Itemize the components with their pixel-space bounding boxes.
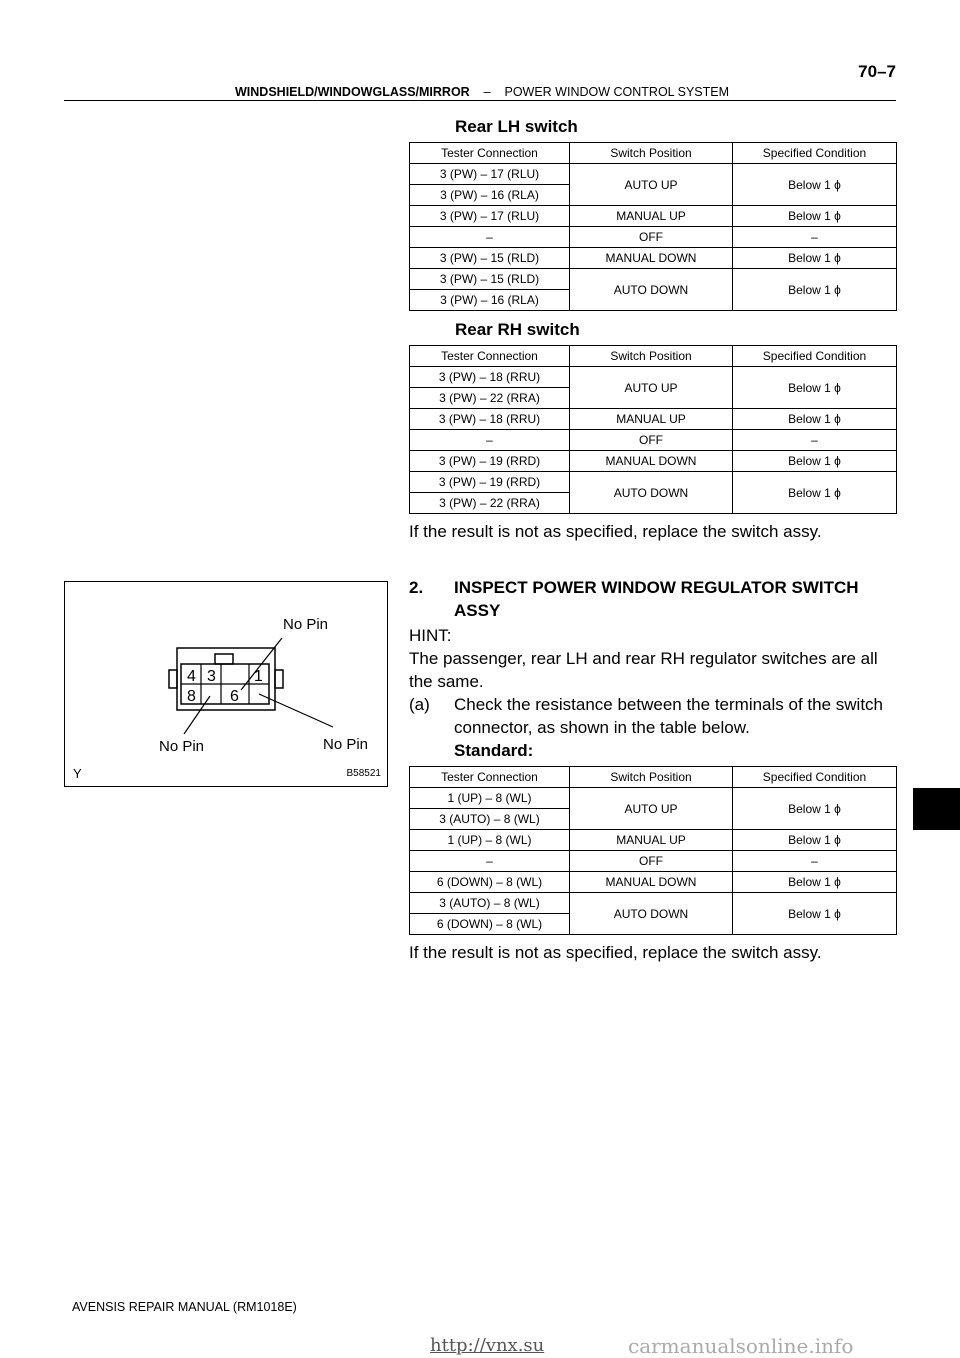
result-note-1: If the result is not as specified, replace the switch assy. [409,522,822,541]
table-cell: OFF [570,851,733,872]
table-cell: Below 1 ϕ [733,409,897,430]
rear-lh-table [409,142,897,311]
table-cell: AUTO DOWN [570,893,733,935]
table-cell: – [733,851,897,872]
table-row [410,451,897,472]
table-cell: 3 (PW) – 22 (RRA) [410,388,570,409]
table-cell: 3 (PW) – 17 (RLU) [410,164,570,185]
table-cell: 6 (DOWN) – 8 (WL) [410,872,570,893]
table-header-row [410,767,897,788]
table-row [410,248,897,269]
pin-4-label: 4 [187,668,196,685]
header-section: WINDSHIELD/WINDOWGLASS/MIRROR [235,85,470,99]
header-cell: Specified Condition [733,767,897,788]
table-row [410,788,897,809]
table-cell: – [410,227,570,248]
table-cell: 3 (PW) – 19 (RRD) [410,472,570,493]
table-row [410,269,897,290]
connector-tab-left [169,670,177,688]
table-cell: 1 (UP) – 8 (WL) [410,788,570,809]
hint-line2: the same. [409,672,484,691]
table-cell: – [733,430,897,451]
table-header-row [410,143,897,164]
table-cell: 3 (PW) – 18 (RRU) [410,409,570,430]
table-cell: 3 (PW) – 19 (RRD) [410,451,570,472]
rear-rh-title: Rear RH switch [455,320,580,339]
table-row [410,367,897,388]
pin-3-label: 3 [207,668,216,685]
no-pin-label-right: No Pin [323,736,369,753]
rear-rh-table [409,345,897,514]
header-cell: Switch Position [570,346,733,367]
table-cell: Below 1 ϕ [733,269,897,311]
table-row [410,164,897,185]
table-row [410,872,897,893]
regulator-switch-table [409,766,897,935]
pin-1-label: 1 [254,668,263,685]
figure-code: B58521 [346,768,381,779]
table-row [410,851,897,872]
table-cell: MANUAL DOWN [570,451,733,472]
step-2-number: 2. [409,578,424,597]
header-rule [64,100,896,101]
table-cell: Below 1 ϕ [733,830,897,851]
table-cell: – [733,227,897,248]
table-cell: MANUAL DOWN [570,248,733,269]
section-tab-mark [913,788,960,830]
table-cell: MANUAL UP [570,830,733,851]
table-row [410,893,897,914]
table-cell: – [410,851,570,872]
table-row [410,830,897,851]
table-cell: Below 1 ϕ [733,451,897,472]
no-pin-label-left: No Pin [159,738,205,755]
pin-6-label: 6 [230,688,239,705]
connector-latch [215,654,233,664]
connector-diagram [65,582,386,785]
header-cell: Switch Position [570,767,733,788]
pin-8-label: 8 [187,688,196,705]
table-cell: Below 1 ϕ [733,893,897,935]
table-cell: Below 1 ϕ [733,164,897,206]
header-separator: – [483,85,491,99]
watermark: carmanualsonline.info [628,1334,854,1358]
table-cell: 3 (PW) – 22 (RRA) [410,493,570,514]
table-header-row [410,346,897,367]
step-a-line2: connector, as shown in the table below. [454,718,750,737]
table-cell: 3 (AUTO) – 8 (WL) [410,893,570,914]
connector-tab-right [275,670,283,688]
table-cell: 3 (PW) – 16 (RLA) [410,290,570,311]
header-cell: Specified Condition [733,143,897,164]
header-cell: Switch Position [570,143,733,164]
table-cell: 3 (AUTO) – 8 (WL) [410,809,570,830]
table-row [410,227,897,248]
figure-corner-letter: Y [73,766,82,781]
header-cell: Specified Condition [733,346,897,367]
hint-label: HINT: [409,626,452,645]
table-cell: OFF [570,227,733,248]
table-row [410,409,897,430]
table-cell: Below 1 ϕ [733,472,897,514]
table-row [410,206,897,227]
step-2-title-line2: ASSY [454,601,501,620]
table-cell: Below 1 ϕ [733,872,897,893]
table-cell: Below 1 ϕ [733,248,897,269]
table-cell: 3 (PW) – 17 (RLU) [410,206,570,227]
footer: AVENSIS REPAIR MANUAL (RM1018E) [72,1300,297,1314]
site-link[interactable]: http://vnx.su [430,1335,545,1356]
header-title [235,85,729,99]
header-cell: Tester Connection [410,767,570,788]
table-cell: AUTO UP [570,788,733,830]
header-subsection: POWER WINDOW CONTROL SYSTEM [504,85,730,99]
rear-lh-title: Rear LH switch [455,117,578,136]
table-cell: MANUAL UP [570,206,733,227]
step-a-label: (a) [409,695,430,714]
table-cell: 6 (DOWN) – 8 (WL) [410,914,570,935]
table-row [410,472,897,493]
table-cell: Below 1 ϕ [733,367,897,409]
table-cell: 3 (PW) – 15 (RLD) [410,269,570,290]
table-cell: MANUAL DOWN [570,872,733,893]
page-number: 70–7 [858,62,896,81]
table-cell: – [410,430,570,451]
header-cell: Tester Connection [410,143,570,164]
step-2-title-line1: INSPECT POWER WINDOW REGULATOR SWITCH [454,578,859,597]
table-row [410,430,897,451]
result-note-2: If the result is not as specified, replace the switch assy. [409,943,822,962]
table-cell: 3 (PW) – 15 (RLD) [410,248,570,269]
table-cell: Below 1 ϕ [733,206,897,227]
table-cell: 3 (PW) – 16 (RLA) [410,185,570,206]
table-cell: 3 (PW) – 18 (RRU) [410,367,570,388]
table-cell: Below 1 ϕ [733,788,897,830]
table-cell: AUTO UP [570,164,733,206]
step-a-line1: Check the resistance between the terminals of the switch [454,695,883,714]
table-cell: AUTO DOWN [570,472,733,514]
connector-figure [64,581,388,787]
table-cell: OFF [570,430,733,451]
table-cell: AUTO DOWN [570,269,733,311]
header-cell: Tester Connection [410,346,570,367]
standard-label: Standard: [454,741,534,760]
hint-line1: The passenger, rear LH and rear RH regulator switches are all [409,649,878,668]
table-cell: MANUAL UP [570,409,733,430]
no-pin-label-top: No Pin [283,616,329,633]
table-cell: 1 (UP) – 8 (WL) [410,830,570,851]
table-cell: AUTO UP [570,367,733,409]
